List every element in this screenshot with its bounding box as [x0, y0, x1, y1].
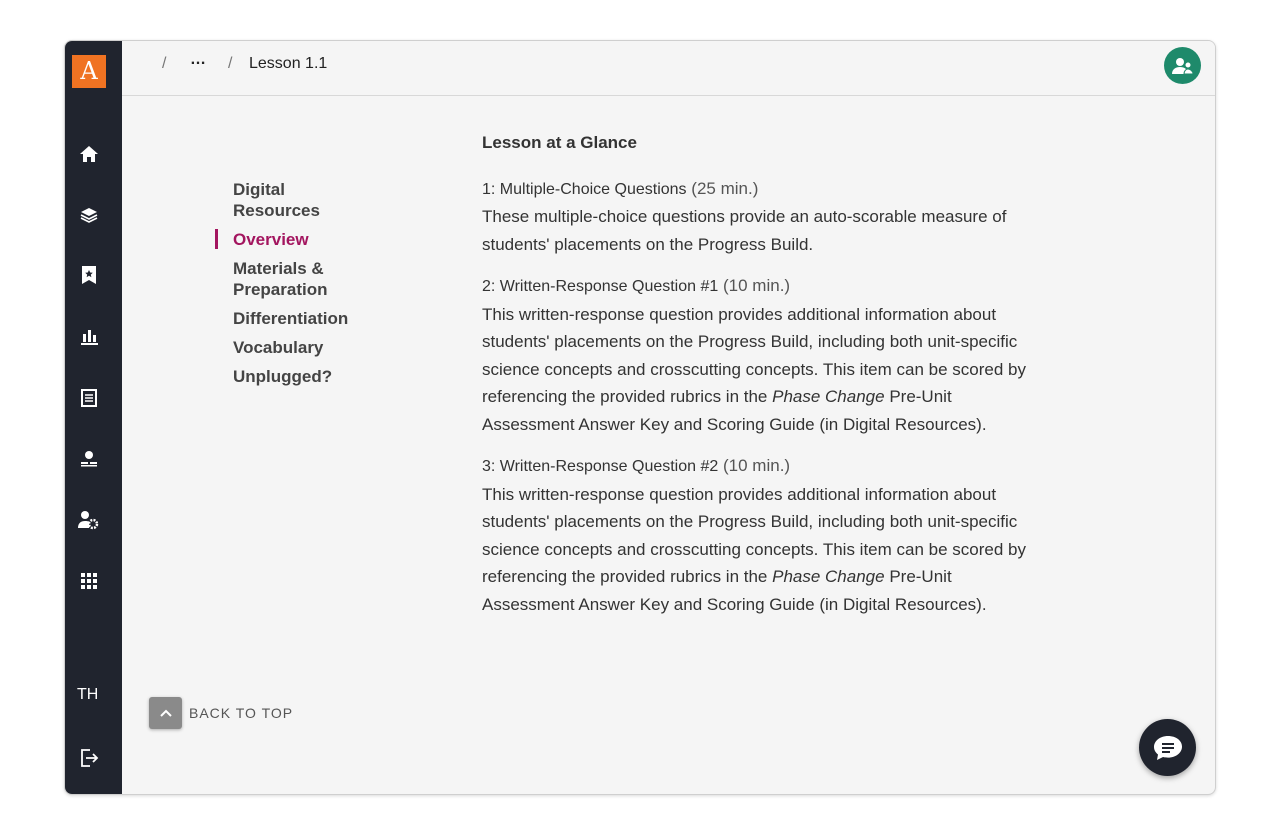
item-description: These multiple-choice questions provide an auto-scorable measure of students' placements on the Progress Build. — [482, 207, 1007, 254]
nav-digital-resources[interactable]: Digital Resources — [233, 180, 320, 220]
books-icon[interactable] — [77, 203, 101, 227]
logout-icon[interactable] — [77, 746, 101, 770]
item-title: 2: Written-Response Question #1 — [482, 278, 719, 295]
bar-chart-icon[interactable] — [77, 324, 101, 348]
item-duration: (10 min.) — [723, 276, 791, 295]
logo[interactable]: A — [72, 55, 106, 88]
item-duration: (25 min.) — [691, 178, 759, 198]
nav-vocabulary[interactable]: Vocabulary — [233, 338, 324, 357]
section-nav — [233, 179, 373, 395]
document-icon[interactable] — [77, 386, 101, 410]
chat-icon — [1153, 734, 1183, 762]
lesson-item — [482, 175, 1042, 259]
teacher-book-icon[interactable] — [77, 447, 101, 471]
sidebar — [65, 41, 122, 794]
app-window — [64, 40, 1216, 795]
nav-differentiation[interactable]: Differentiation — [233, 309, 349, 328]
section-title: Lesson at a Glance — [482, 133, 637, 152]
home-icon[interactable] — [77, 142, 101, 166]
nav-unplugged[interactable]: Unplugged? — [233, 367, 333, 386]
breadcrumb-separator: / — [162, 55, 167, 72]
user-initials[interactable]: TH — [77, 686, 99, 703]
breadcrumb-ellipsis[interactable]: … — [190, 51, 206, 68]
header — [122, 41, 1215, 96]
user-avatar[interactable] — [1164, 47, 1201, 84]
item-title: 3: Written-Response Question #2 — [482, 458, 719, 475]
lesson-content — [482, 129, 1042, 632]
nav-overview[interactable]: Overview — [233, 229, 373, 250]
chat-button[interactable] — [1139, 719, 1196, 776]
breadcrumb-current: Lesson 1.1 — [249, 55, 328, 72]
chevron-up-icon — [149, 697, 182, 729]
item-description: This written-response question provides additional information about students' placements on the Progress Build, including both unit-specific science concepts and crosscutting concepts. This item can be scored by referencing the provided rubrics in the Phase Change Pre-Unit Assessment Answer Key and Scoring Guide (in Digital Resources). — [482, 304, 1026, 434]
user-settings-icon[interactable] — [77, 508, 101, 532]
breadcrumb-separator: / — [228, 55, 233, 72]
lesson-item — [482, 452, 1042, 618]
nav-materials-preparation[interactable]: Materials & Preparation — [233, 259, 328, 299]
back-to-top-button[interactable] — [149, 697, 293, 729]
lesson-item — [482, 272, 1042, 438]
item-description: This written-response question provides additional information about students' placements on the Progress Build, including both unit-specific science concepts and crosscutting concepts. This item can be scored by referencing the provided rubrics in the Phase Change Pre-Unit Assessment Answer Key and Scoring Guide (in Digital Resources). — [482, 484, 1026, 614]
apps-grid-icon[interactable] — [77, 569, 101, 593]
back-to-top-label: BACK TO TOP — [189, 705, 294, 721]
bookmark-star-icon[interactable] — [77, 263, 101, 287]
item-title: 1: Multiple-Choice Questions — [482, 180, 687, 198]
item-duration: (10 min.) — [723, 456, 791, 475]
user-group-icon — [1171, 56, 1195, 76]
